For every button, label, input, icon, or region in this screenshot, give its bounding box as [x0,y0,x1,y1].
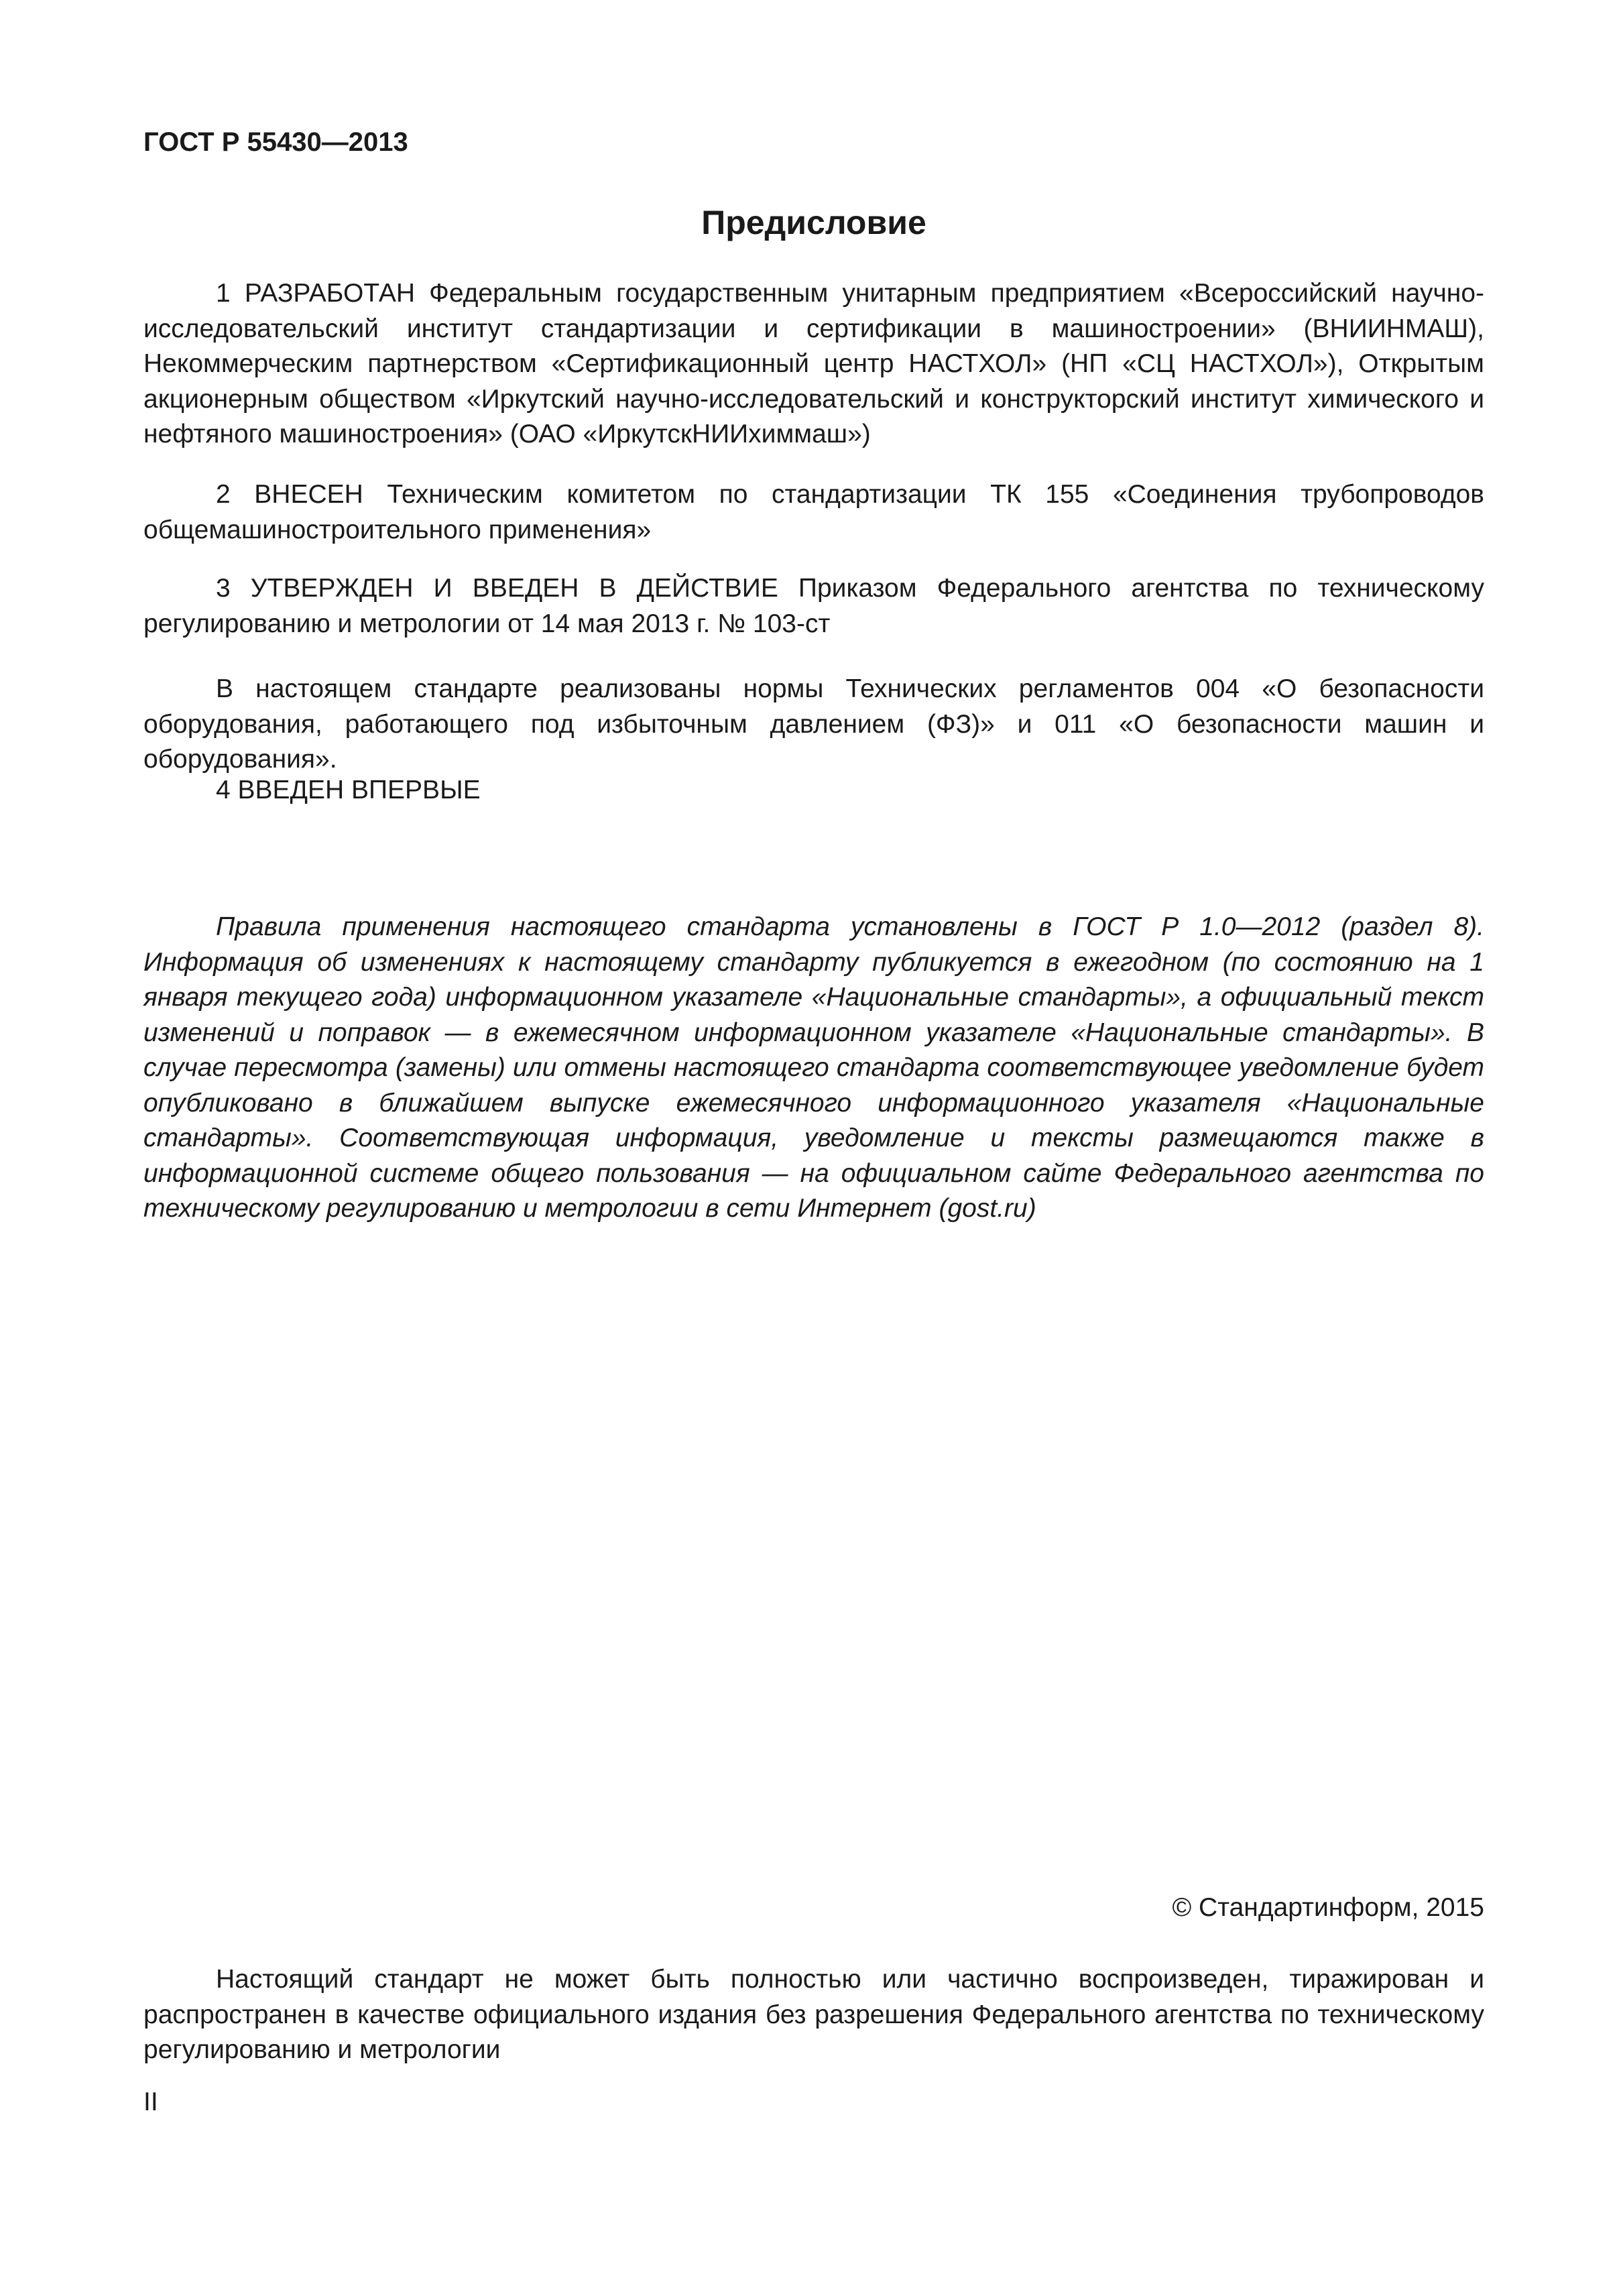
paragraph-developed-by: 1 РАЗРАБОТАН Федеральным государственным унитарным предприятием «Всероссийский научно-исследовательский институт стандартизации и сертификации в машиностроении» (ВНИИНМАШ), Некоммерческим партнерством «Сертификационный центр НАСТХОЛ» (НП «СЦ НАСТХОЛ»), Открытым акционерным обществом «Иркутский научно-исследовательский и конструкторский институт химического и нефтяного машиностроения» (ОАО «ИркутскНИИхиммаш») [143,279,1484,448]
application-rules-note: Правила применения настоящего стандарта установлены в ГОСТ Р 1.0—2012 (раздел 8). Информация об изменениях к настоящему стандарту публикуется в ежегодном (по состоянию на 1 января текущего года) информационном указателе «Национальные стандарты», а официальный текст изменений и поправок — в ежемесячном информационном указателе «Национальные стандарты». В случае пересмотра (замены) или отмены настоящего стандарта соответствующее уведомление будет опубликовано в ближайшем выпуске ежемесячного информационного указателя «Национальные стандарты». Соответствующая информация, уведомление и тексты размещаются также в информационной системе общего пользования — на официальном сайте Федерального агентства по техническому регулированию и метрологии в сети Интернет (gost.ru) [143,912,1484,1223]
standard-number-header: ГОСТ Р 55430—2013 [143,127,408,157]
paragraph-introduced-by: 2 ВНЕСЕН Техническим комитетом по стандартизации ТК 155 «Соединения трубопроводов общемашиностроительного применения» [143,480,1484,544]
reproduction-notice: Настоящий стандарт не может быть полностью или частично воспроизведен, тиражирован и распространен в качестве официального издания без разрешения Федерального агентства по техническому регулированию и метрологии [143,1965,1484,2064]
copyright-line: © Стандартинформ, 2015 [1172,1893,1484,1922]
page-title: Предисловие [701,204,926,241]
paragraph-regulations: В настоящем стандарте реализованы нормы Технических регламентов 004 «О безопасности оборудования, работающего под избыточным давлением (ФЗ)» и 011 «О безопасности машин и оборудования». [143,674,1484,774]
page-number: II [143,2088,158,2116]
paragraph-approved: 3 УТВЕРЖДЕН И ВВЕДЕН В ДЕЙСТВИЕ Приказом Федерального агентства по техническому регулированию и метрологии от 14 мая 2013 г. № 103-ст [143,574,1484,638]
paragraph-first-introduced: 4 ВВЕДЕН ВПЕРВЫЕ [216,776,481,804]
